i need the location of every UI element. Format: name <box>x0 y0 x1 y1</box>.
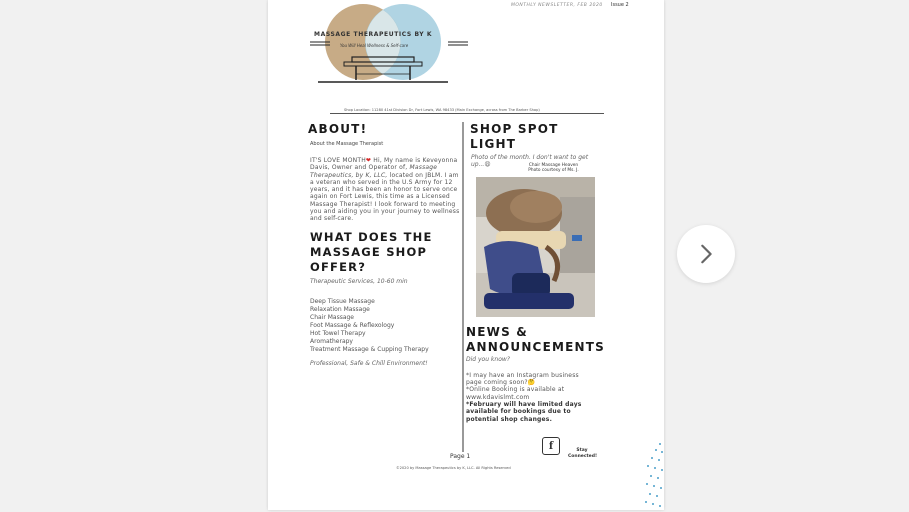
service-item: Treatment Massage & Cupping Therapy <box>310 345 429 353</box>
chevron-right-icon <box>695 243 717 265</box>
weary-face-icon: 😩 <box>484 161 491 169</box>
services-list <box>310 298 462 354</box>
spotlight-heading: SHOP SPOT LIGHT <box>470 122 559 151</box>
about-intro: Hi, My name is Keveyonna Davis, Owner and Operator of, <box>310 157 458 172</box>
facebook-icon[interactable]: f <box>542 437 560 455</box>
issue-number: Issue 2 <box>611 2 629 8</box>
newsletter-page <box>268 0 664 510</box>
thinking-face-icon: 🤔 <box>527 379 536 387</box>
news-item-booking: *Online Booking is available at www.kdavislmt.com <box>466 386 565 401</box>
caption-line1: Chair Massage Heaven <box>528 162 579 168</box>
copyright: ©2020 by Massage Therapeutics by K, LLC. All Rights Reserved <box>396 466 511 470</box>
about-love-month: IT'S LOVE MONTH <box>310 157 366 164</box>
service-item: Foot Massage & Reflexology <box>310 321 395 329</box>
about-subheading: About the Massage Therapist <box>310 141 384 147</box>
closing-line: Professional, Safe & Chill Environment! <box>310 359 428 367</box>
service-item: Relaxation Massage <box>310 305 370 313</box>
service-item: Aromatherapy <box>310 337 353 345</box>
services-intro: Therapeutic Services, 10-60 min <box>310 277 408 285</box>
stay-connected: Stay Connected! <box>568 448 597 459</box>
about-heading: ABOUT! <box>308 122 368 136</box>
heart-icon: ❤ <box>365 157 372 164</box>
news-item-instagram <box>466 372 596 387</box>
decorative-dots-icon <box>644 440 664 510</box>
about-body <box>310 157 462 223</box>
spotlight-intro-text: Photo of the month. I don't want to get up... <box>471 154 589 169</box>
offer-heading: WHAT DOES THE MASSAGE SHOP OFFER? <box>310 229 433 274</box>
service-item: Chair Massage <box>310 313 354 321</box>
column-divider <box>462 122 464 452</box>
service-item: Hot Towel Therapy <box>310 329 366 337</box>
news-item-instagram-text: *I may have an Instagram business page coming soon? <box>466 371 579 387</box>
next-page-button[interactable] <box>677 225 735 283</box>
about-rest: located on JBLM. I am a veteran who served in the U.S Army for 12 years, and it has been an honor to serve once again on Fort Lewis, this time as a Licensed Massage Therapist! I look forward to meeting you and aiding you in your journey to wellness and self-care. <box>310 171 460 223</box>
news-body <box>466 372 596 423</box>
business-name: Massage Therapeutics, by K, LLC, <box>310 164 438 179</box>
photo-caption <box>501 163 606 174</box>
service-item: Deep Tissue Massage <box>310 297 375 305</box>
shop-location: Shop Location: 11280 41st Division Dr, Fort Lewis, WA 98433 (Main Exchange, across from The Barber Shop) <box>344 108 540 112</box>
caption-line2: Photo courtesy of Ms. J. <box>528 168 579 174</box>
page-number: Page 1 <box>450 453 471 460</box>
news-item-february: *February will have limited days available for bookings due to potential shop changes. <box>466 401 582 423</box>
header-divider <box>330 113 604 114</box>
news-heading: NEWS & ANNOUNCEMENTS <box>466 324 605 354</box>
logo-tagline: You Will Heal Wellness & Self-care <box>340 43 409 48</box>
spotlight-photo <box>476 177 595 317</box>
right-column <box>466 122 606 423</box>
left-column <box>308 122 462 367</box>
logo-title: MASSAGE THERAPEUTICS BY K <box>314 31 433 38</box>
newsletter-label: MONTHLY NEWSLETTER, FEB 2020 <box>511 3 603 8</box>
did-you-know: Did you know? <box>466 355 510 363</box>
